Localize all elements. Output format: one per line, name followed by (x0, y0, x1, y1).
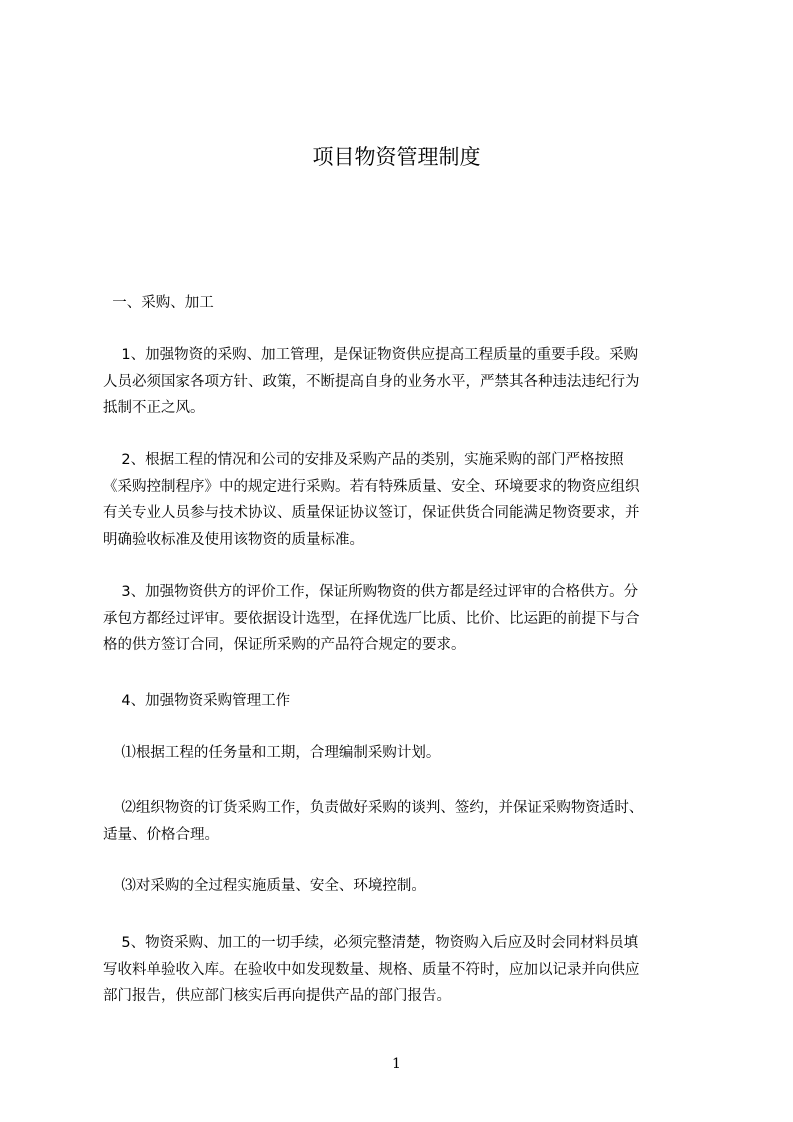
text-line: 一、采购、加工 (103, 295, 214, 311)
paragraph-4-3 (103, 873, 708, 900)
text-line: 2、根据工程的情况和公司的安排及采购产品的类别，实施采购的部门严格按照 (103, 452, 624, 468)
text-line: ⑶对采购的全过程实施质量、安全、环境控制。 (103, 878, 426, 894)
text-line: 部门报告，供应部门核实后再向提供产品的部门报告。 (103, 988, 451, 1004)
text-line: 承包方都经过评审。要依据设计选型，在择优选厂比质、比价、比运距的前提下与合 (103, 610, 640, 627)
paragraph-5 (103, 930, 708, 1010)
text-line: 《采购控制程序》中的规定进行采购。若有特殊质量、安全、环境要求的物资应组织 (103, 478, 640, 495)
text-line: 5、物资采购、加工的一切手续，必须完整清楚，物资购入后应及时会同材料员填 (103, 935, 639, 951)
paragraph-4-2 (103, 795, 708, 848)
text-line: 人员必须国家各项方针、政策，不断提高自身的业务水平，严禁其各种违法违纪行为 (103, 373, 640, 390)
paragraph-1 (103, 342, 708, 422)
text-line: 抵制不正之风。 (103, 400, 205, 416)
page-number: 1 (392, 1056, 401, 1072)
text-line: 明确验收标准及使用该物资的质量标准。 (103, 531, 364, 548)
page-title: 项目物资管理制度 (312, 145, 481, 169)
text-line: 1、加强物资的采购、加工管理，是保证物资供应提高工程质量的重要手段。采购 (103, 347, 639, 363)
text-line: 格的供方签订合同，保证所采购的产品符合规定的要求。 (103, 637, 466, 653)
text-line: 适量、价格合理。 (103, 826, 219, 843)
text-line: 写收料单验收入库。在验收中如发现数量、规格、质量不符时，应加以记录并向供应 (103, 961, 640, 978)
paragraph-3 (103, 579, 708, 659)
text-line: 有关专业人员参与技术协议、质量保证协议签订，保证供货合同能满足物资要求，并 (103, 505, 640, 521)
text-line: ⑴根据工程的任务量和工期，合理编制采购计划。 (103, 745, 441, 761)
text-line: 4、加强物资采购管理工作 (103, 693, 291, 709)
section-heading-procurement (103, 290, 708, 317)
paragraph-2 (103, 447, 708, 553)
text-line: 3、加强物资供方的评价工作，保证所购物资的供方都是经过评审的合格供方。分 (103, 584, 639, 600)
paragraph-4-1 (103, 740, 708, 767)
text-line: ⑵组织物资的订货采购工作，负责做好采购的谈判、签约，并保证采购物资适时、 (103, 800, 644, 816)
paragraph-4 (103, 688, 708, 715)
